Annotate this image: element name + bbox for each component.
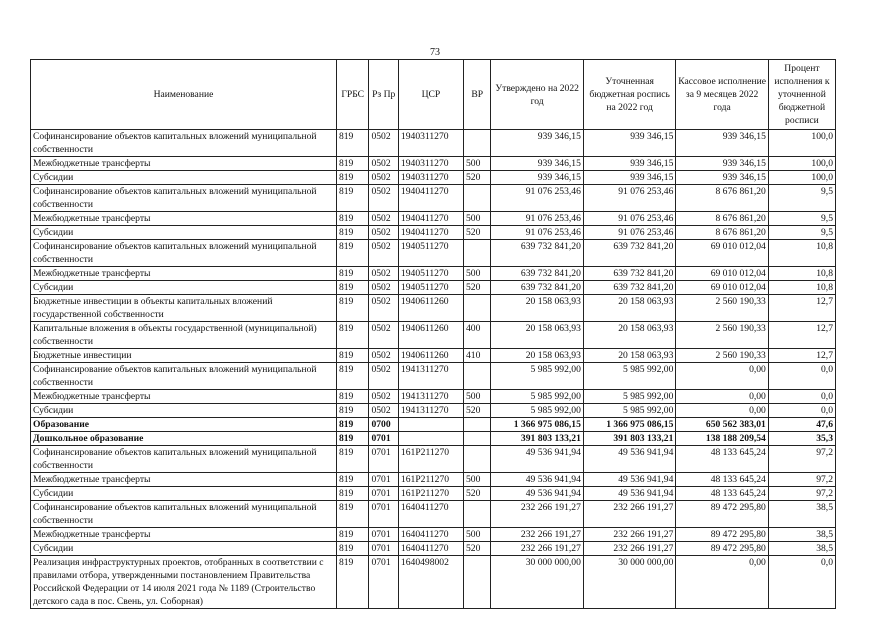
row-name: Софинансирование объектов капитальных вложений муниципальной собственности <box>31 363 337 390</box>
row-cash: 69 010 012,04 <box>676 267 768 281</box>
row-percent: 9,5 <box>768 212 835 226</box>
table-row <box>31 473 836 487</box>
row-approved: 91 076 253,46 <box>491 212 583 226</box>
row-specified: 1 366 975 086,15 <box>583 418 675 432</box>
table-row <box>31 363 836 390</box>
row-specified: 391 803 133,21 <box>583 432 675 446</box>
row-approved: 1 366 975 086,15 <box>491 418 583 432</box>
row-approved: 639 732 841,20 <box>491 267 583 281</box>
row-vr <box>463 501 490 528</box>
row-approved: 939 346,15 <box>491 130 583 157</box>
row-vr: 520 <box>463 226 490 240</box>
row-rz-pr: 0502 <box>369 390 398 404</box>
row-grbs: 819 <box>336 501 369 528</box>
row-percent: 12,7 <box>768 349 835 363</box>
row-name: Софинансирование объектов капитальных вложений муниципальной собственности <box>31 130 337 157</box>
row-approved: 20 158 063,93 <box>491 349 583 363</box>
row-approved: 5 985 992,00 <box>491 363 583 390</box>
row-specified: 91 076 253,46 <box>583 185 675 212</box>
row-cash: 2 560 190,33 <box>676 295 768 322</box>
row-vr: 500 <box>463 212 490 226</box>
row-grbs: 819 <box>336 404 369 418</box>
row-grbs: 819 <box>336 212 369 226</box>
row-rz-pr: 0502 <box>369 171 398 185</box>
row-specified: 939 346,15 <box>583 171 675 185</box>
row-percent: 97,2 <box>768 473 835 487</box>
row-csr: 161P211270 <box>398 446 463 473</box>
row-csr: 1941311270 <box>398 363 463 390</box>
row-vr: 520 <box>463 487 490 501</box>
row-approved: 232 266 191,27 <box>491 542 583 556</box>
row-cash: 8 676 861,20 <box>676 212 768 226</box>
row-name: Реализация инфраструктурных проектов, отобранных в соответствии с правилами отбора, утвержденными постановлением Правительства Российской Федерации от 14 июля 2021 года № 1189 (Строительство детского сада в пос. Свень, ул. Соборная) <box>31 556 337 609</box>
row-rz-pr: 0502 <box>369 130 398 157</box>
table-row <box>31 487 836 501</box>
row-cash: 2 560 190,33 <box>676 349 768 363</box>
row-percent: 100,0 <box>768 171 835 185</box>
header-csr: ЦСР <box>398 60 463 130</box>
row-name: Межбюджетные трансферты <box>31 212 337 226</box>
row-csr: 1640411270 <box>398 528 463 542</box>
row-cash: 89 472 295,80 <box>676 542 768 556</box>
row-rz-pr: 0701 <box>369 446 398 473</box>
row-rz-pr: 0502 <box>369 349 398 363</box>
row-approved: 91 076 253,46 <box>491 185 583 212</box>
row-cash: 89 472 295,80 <box>676 528 768 542</box>
table-row <box>31 240 836 267</box>
row-csr: 1940511270 <box>398 240 463 267</box>
row-vr: 500 <box>463 390 490 404</box>
row-name: Субсидии <box>31 542 337 556</box>
table-row <box>31 295 836 322</box>
table-row <box>31 542 836 556</box>
row-grbs: 819 <box>336 281 369 295</box>
row-percent: 47,6 <box>768 418 835 432</box>
header-rz-pr: Рз Пр <box>369 60 398 130</box>
table-row <box>31 390 836 404</box>
row-grbs: 819 <box>336 446 369 473</box>
row-rz-pr: 0502 <box>369 212 398 226</box>
row-vr: 500 <box>463 528 490 542</box>
row-csr: 1941311270 <box>398 404 463 418</box>
row-percent: 0,0 <box>768 363 835 390</box>
row-vr: 500 <box>463 267 490 281</box>
row-cash: 650 562 383,01 <box>676 418 768 432</box>
row-cash: 138 188 209,54 <box>676 432 768 446</box>
row-csr: 1940611260 <box>398 295 463 322</box>
row-csr: 1940311270 <box>398 130 463 157</box>
row-approved: 232 266 191,27 <box>491 528 583 542</box>
row-grbs: 819 <box>336 130 369 157</box>
table-row <box>31 226 836 240</box>
table-row <box>31 157 836 171</box>
row-grbs: 819 <box>336 418 369 432</box>
row-vr: 400 <box>463 322 490 349</box>
row-rz-pr: 0502 <box>369 281 398 295</box>
row-grbs: 819 <box>336 267 369 281</box>
table-row <box>31 501 836 528</box>
row-approved: 49 536 941,94 <box>491 446 583 473</box>
row-grbs: 819 <box>336 226 369 240</box>
budget-execution-table <box>30 59 836 609</box>
table-row <box>31 322 836 349</box>
row-name: Межбюджетные трансферты <box>31 267 337 281</box>
row-vr: 520 <box>463 171 490 185</box>
row-specified: 5 985 992,00 <box>583 390 675 404</box>
row-name: Межбюджетные трансферты <box>31 390 337 404</box>
row-name: Межбюджетные трансферты <box>31 157 337 171</box>
table-row <box>31 349 836 363</box>
row-grbs: 819 <box>336 295 369 322</box>
row-approved: 49 536 941,94 <box>491 487 583 501</box>
row-csr: 161P211270 <box>398 473 463 487</box>
row-rz-pr: 0502 <box>369 226 398 240</box>
row-percent: 10,8 <box>768 267 835 281</box>
row-name: Субсидии <box>31 226 337 240</box>
row-vr <box>463 556 490 609</box>
row-name: Бюджетные инвестиции в объекты капитальных вложений государственной собственности <box>31 295 337 322</box>
table-row <box>31 528 836 542</box>
row-percent: 100,0 <box>768 157 835 171</box>
row-cash: 69 010 012,04 <box>676 281 768 295</box>
row-vr <box>463 130 490 157</box>
row-approved: 49 536 941,94 <box>491 473 583 487</box>
row-vr <box>463 363 490 390</box>
row-vr <box>463 446 490 473</box>
row-rz-pr: 0701 <box>369 432 398 446</box>
row-grbs: 819 <box>336 556 369 609</box>
row-name: Межбюджетные трансферты <box>31 473 337 487</box>
table-row <box>31 404 836 418</box>
row-percent: 10,8 <box>768 281 835 295</box>
row-csr: 1940511270 <box>398 267 463 281</box>
row-grbs: 819 <box>336 157 369 171</box>
row-specified: 20 158 063,93 <box>583 349 675 363</box>
row-specified: 939 346,15 <box>583 130 675 157</box>
row-vr: 520 <box>463 281 490 295</box>
row-percent: 35,3 <box>768 432 835 446</box>
table-row <box>31 418 836 432</box>
row-vr <box>463 432 490 446</box>
header-grbs: ГРБС <box>336 60 369 130</box>
row-csr: 1940411270 <box>398 226 463 240</box>
row-vr <box>463 295 490 322</box>
row-name: Софинансирование объектов капитальных вложений муниципальной собственности <box>31 501 337 528</box>
header-approved: Утверждено на 2022 год <box>491 60 583 130</box>
row-rz-pr: 0701 <box>369 501 398 528</box>
row-percent: 38,5 <box>768 501 835 528</box>
table-row <box>31 281 836 295</box>
row-percent: 0,0 <box>768 556 835 609</box>
row-rz-pr: 0502 <box>369 185 398 212</box>
row-rz-pr: 0502 <box>369 240 398 267</box>
row-csr: 1640411270 <box>398 501 463 528</box>
row-csr: 1640498002 <box>398 556 463 609</box>
row-cash: 8 676 861,20 <box>676 226 768 240</box>
row-percent: 12,7 <box>768 295 835 322</box>
row-specified: 30 000 000,00 <box>583 556 675 609</box>
table-row <box>31 432 836 446</box>
row-specified: 5 985 992,00 <box>583 404 675 418</box>
table-row <box>31 556 836 609</box>
row-specified: 5 985 992,00 <box>583 363 675 390</box>
row-cash: 939 346,15 <box>676 171 768 185</box>
row-rz-pr: 0700 <box>369 418 398 432</box>
row-approved: 20 158 063,93 <box>491 322 583 349</box>
row-specified: 49 536 941,94 <box>583 473 675 487</box>
row-csr: 1941311270 <box>398 390 463 404</box>
row-name: Бюджетные инвестиции <box>31 349 337 363</box>
row-rz-pr: 0502 <box>369 267 398 281</box>
row-name: Субсидии <box>31 171 337 185</box>
row-percent: 97,2 <box>768 446 835 473</box>
row-vr: 500 <box>463 473 490 487</box>
row-rz-pr: 0701 <box>369 556 398 609</box>
row-specified: 232 266 191,27 <box>583 501 675 528</box>
row-name: Софинансирование объектов капитальных вложений муниципальной собственности <box>31 185 337 212</box>
row-percent: 100,0 <box>768 130 835 157</box>
row-approved: 30 000 000,00 <box>491 556 583 609</box>
row-approved: 939 346,15 <box>491 157 583 171</box>
row-vr <box>463 240 490 267</box>
row-rz-pr: 0701 <box>369 487 398 501</box>
row-cash: 0,00 <box>676 363 768 390</box>
row-approved: 639 732 841,20 <box>491 240 583 267</box>
row-approved: 939 346,15 <box>491 171 583 185</box>
row-specified: 20 158 063,93 <box>583 322 675 349</box>
row-cash: 0,00 <box>676 390 768 404</box>
header-vr: ВР <box>463 60 490 130</box>
table-row <box>31 185 836 212</box>
row-approved: 91 076 253,46 <box>491 226 583 240</box>
row-name: Капитальные вложения в объекты государственной (муниципальной) собственности <box>31 322 337 349</box>
header-cash: Кассовое исполнение за 9 месяцев 2022 года <box>676 60 768 130</box>
row-rz-pr: 0502 <box>369 322 398 349</box>
row-grbs: 819 <box>336 390 369 404</box>
row-cash: 0,00 <box>676 404 768 418</box>
row-csr <box>398 418 463 432</box>
row-approved: 232 266 191,27 <box>491 501 583 528</box>
row-percent: 0,0 <box>768 390 835 404</box>
row-csr: 161P211270 <box>398 487 463 501</box>
row-rz-pr: 0701 <box>369 542 398 556</box>
row-name: Субсидии <box>31 404 337 418</box>
row-percent: 10,8 <box>768 240 835 267</box>
row-csr: 1940411270 <box>398 185 463 212</box>
row-percent: 0,0 <box>768 404 835 418</box>
row-name: Софинансирование объектов капитальных вложений муниципальной собственности <box>31 446 337 473</box>
row-vr <box>463 418 490 432</box>
row-csr: 1940611260 <box>398 322 463 349</box>
header-specified: Уточненная бюджетная роспись на 2022 год <box>583 60 675 130</box>
header-percent: Процент исполнения к уточненной бюджетной росписи <box>768 60 835 130</box>
row-grbs: 819 <box>336 185 369 212</box>
table-row <box>31 446 836 473</box>
row-grbs: 819 <box>336 473 369 487</box>
row-grbs: 819 <box>336 240 369 267</box>
row-name: Субсидии <box>31 487 337 501</box>
row-cash: 0,00 <box>676 556 768 609</box>
row-csr: 1940311270 <box>398 157 463 171</box>
row-name: Субсидии <box>31 281 337 295</box>
row-rz-pr: 0502 <box>369 404 398 418</box>
row-cash: 48 133 645,24 <box>676 473 768 487</box>
row-specified: 639 732 841,20 <box>583 281 675 295</box>
row-grbs: 819 <box>336 171 369 185</box>
row-csr: 1940411270 <box>398 212 463 226</box>
row-grbs: 819 <box>336 528 369 542</box>
row-specified: 49 536 941,94 <box>583 446 675 473</box>
row-csr: 1940611260 <box>398 349 463 363</box>
row-grbs: 819 <box>336 542 369 556</box>
row-cash: 2 560 190,33 <box>676 322 768 349</box>
table-row <box>31 212 836 226</box>
row-cash: 939 346,15 <box>676 157 768 171</box>
row-specified: 91 076 253,46 <box>583 226 675 240</box>
row-specified: 939 346,15 <box>583 157 675 171</box>
row-vr: 410 <box>463 349 490 363</box>
row-grbs: 819 <box>336 363 369 390</box>
page-number: 73 <box>430 47 440 58</box>
table-row <box>31 171 836 185</box>
row-specified: 20 158 063,93 <box>583 295 675 322</box>
table-header-row <box>31 60 836 130</box>
row-rz-pr: 0701 <box>369 528 398 542</box>
row-cash: 48 133 645,24 <box>676 446 768 473</box>
row-rz-pr: 0701 <box>369 473 398 487</box>
row-percent: 38,5 <box>768 528 835 542</box>
row-cash: 48 133 645,24 <box>676 487 768 501</box>
row-percent: 97,2 <box>768 487 835 501</box>
row-approved: 391 803 133,21 <box>491 432 583 446</box>
table-row <box>31 267 836 281</box>
row-name: Образование <box>31 418 337 432</box>
row-name: Софинансирование объектов капитальных вложений муниципальной собственности <box>31 240 337 267</box>
row-percent: 9,5 <box>768 226 835 240</box>
row-specified: 639 732 841,20 <box>583 240 675 267</box>
row-percent: 38,5 <box>768 542 835 556</box>
row-cash: 8 676 861,20 <box>676 185 768 212</box>
row-grbs: 819 <box>336 322 369 349</box>
row-percent: 9,5 <box>768 185 835 212</box>
row-cash: 69 010 012,04 <box>676 240 768 267</box>
row-csr: 1640411270 <box>398 542 463 556</box>
row-rz-pr: 0502 <box>369 295 398 322</box>
row-csr: 1940511270 <box>398 281 463 295</box>
row-specified: 232 266 191,27 <box>583 528 675 542</box>
row-vr: 520 <box>463 404 490 418</box>
row-approved: 5 985 992,00 <box>491 404 583 418</box>
row-rz-pr: 0502 <box>369 363 398 390</box>
row-csr: 1940311270 <box>398 171 463 185</box>
row-csr <box>398 432 463 446</box>
row-cash: 89 472 295,80 <box>676 501 768 528</box>
row-rz-pr: 0502 <box>369 157 398 171</box>
header-name: Наименование <box>31 60 337 130</box>
row-specified: 232 266 191,27 <box>583 542 675 556</box>
row-vr <box>463 185 490 212</box>
row-approved: 639 732 841,20 <box>491 281 583 295</box>
row-vr: 500 <box>463 157 490 171</box>
row-approved: 5 985 992,00 <box>491 390 583 404</box>
row-grbs: 819 <box>336 432 369 446</box>
row-specified: 639 732 841,20 <box>583 267 675 281</box>
row-percent: 12,7 <box>768 322 835 349</box>
row-name: Дошкольное образование <box>31 432 337 446</box>
table-row <box>31 130 836 157</box>
row-specified: 49 536 941,94 <box>583 487 675 501</box>
row-vr: 520 <box>463 542 490 556</box>
row-approved: 20 158 063,93 <box>491 295 583 322</box>
row-grbs: 819 <box>336 349 369 363</box>
row-grbs: 819 <box>336 487 369 501</box>
row-cash: 939 346,15 <box>676 130 768 157</box>
table-body <box>31 130 836 609</box>
row-specified: 91 076 253,46 <box>583 212 675 226</box>
row-name: Межбюджетные трансферты <box>31 528 337 542</box>
